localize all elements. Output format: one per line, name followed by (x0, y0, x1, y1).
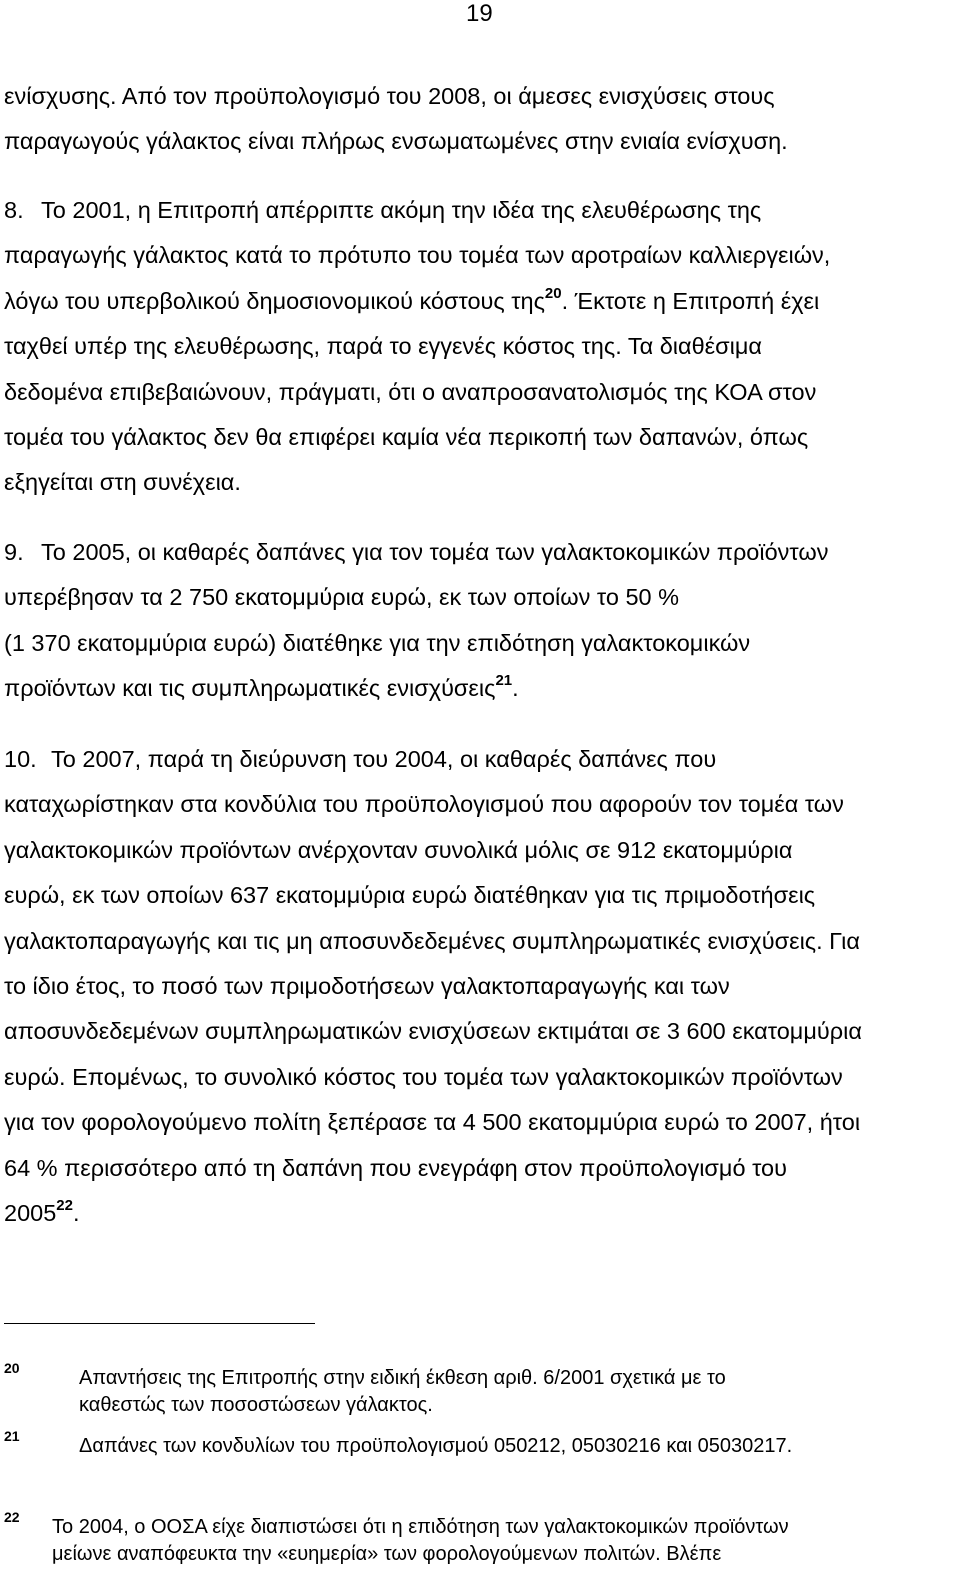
footnote-line: Το 2004, ο ΟΟΣΑ είχε διαπιστώσει ότι η επιδότηση των γαλακτοκομικών προϊόντων (52, 1516, 789, 1538)
text-line: αποσυνδεδεμένων συμπληρωματικών ενισχύσεων εκτιμάται σε 3 600 εκατομμύρια (4, 1018, 862, 1045)
line-text: λόγω του υπερβολικού δημοσιονομικού κόστους της (4, 287, 545, 314)
text-line: τομέα του γάλακτος δεν θα επιφέρει καμία νέα περικοπή των δαπανών, όπως (4, 423, 809, 450)
line-text: . (512, 675, 519, 702)
page-number: 19 (466, 0, 493, 27)
text-line: ευρώ, εκ των οποίων 637 εκατομμύρια ευρώ διατέθηκαν για τις πριμοδοτήσεις (4, 882, 816, 909)
footnote-line: καθεστώς των ποσοστώσεων γάλακτος. (79, 1394, 433, 1416)
text-line: δεδομένα επιβεβαιώνουν, πράγματι, ότι ο αναπροσανατολισμός της ΚΟΑ στον (4, 378, 817, 405)
text-line: γαλακτοκομικών προϊόντων ανέρχονταν συνολικά μόλις σε 912 εκατομμύρια (4, 836, 793, 863)
text-line (4, 188, 954, 233)
footnote-line: Απαντήσεις της Επιτροπής στην ειδική έκθεση αριθ. 6/2001 σχετικά με το (79, 1367, 726, 1389)
footnote-ref: 22 (56, 1197, 73, 1215)
text-line (4, 279, 954, 324)
paragraph-number: 10. (4, 746, 37, 772)
paragraph-9 (4, 530, 954, 712)
text-line (4, 737, 954, 782)
text-line: γαλακτοπαραγωγής και τις μη αποσυνδεδεμένες συμπληρωματικές ενισχύσεις. Για (4, 927, 860, 954)
footnote-ref: 21 (495, 672, 513, 690)
text-line: ενίσχυσης. Από τον προϋπολογισμό του 2008, οι άμεσες ενισχύσεις στους (4, 83, 775, 109)
continuation-paragraph (4, 74, 954, 165)
text-line (4, 666, 954, 711)
text-line: 64 % περισσότερο από τη δαπάνη που ενεγράφη στον προϋπολογισμό του (4, 1154, 787, 1181)
paragraph-10 (4, 737, 954, 1236)
text-line (4, 1191, 954, 1236)
paragraph-number: 9. (4, 539, 24, 565)
text-line: παραγωγούς γάλακτος είναι πλήρως ενσωματωμένες στην ενιαία ενίσχυση. (4, 128, 788, 155)
footnote-text (79, 1365, 726, 1419)
text-line: για τον φορολογούμενο πολίτη ξεπέρασε τα 4 500 εκατομμύρια ευρώ το 2007, ήτοι (4, 1109, 861, 1136)
footnote-marker: 22 (4, 1509, 20, 1525)
paragraph-8 (4, 188, 954, 506)
text-line: (1 370 εκατομμύρια ευρώ) διατέθηκε για την επιδότηση γαλακτοκομικών (4, 629, 751, 656)
text-line: παραγωγής γάλακτος κατά το πρότυπο του τομέα των αροτραίων καλλιεργειών, (4, 242, 831, 269)
text-line: το ίδιο έτος, το ποσό των πριμοδοτήσεων γαλακτοπαραγωγής και των (4, 972, 730, 999)
footnote-marker: 21 (4, 1428, 20, 1444)
text-line: υπερέβησαν τα 2 750 εκατομμύρια ευρώ, εκ των οποίων το 50 % (4, 584, 680, 611)
footnote-ref: 20 (544, 284, 562, 302)
line-text: 2005 (4, 1199, 57, 1226)
paragraph-number: 8. (4, 197, 24, 223)
line-text: . Έκτοτε η Επιτροπή έχει (561, 287, 820, 314)
text-line (4, 530, 954, 575)
line-text: . (72, 1199, 80, 1226)
text-line: ευρώ. Επομένως, το συνολικό κόστος του τομέα των γαλακτοκομικών προϊόντων (4, 1063, 843, 1090)
line-text: προϊόντων και τις συμπληρωματικές ενισχύσεις (4, 675, 496, 702)
footnote-line: Δαπάνες των κονδυλίων του προϋπολογισμού 050212, 05030216 και 05030217. (79, 1435, 793, 1457)
footnote-marker: 20 (4, 1360, 20, 1376)
footnote-separator (4, 1323, 315, 1324)
line-text: Το 2007, παρά τη διεύρυνση του 2004, οι καθαρές δαπάνες που (51, 746, 717, 772)
footnote-line: μείωνε αναπόφευκτα την «ευημερία» των φορολογούμενων πολιτών. Βλέπε (52, 1543, 722, 1565)
line-text: Το 2001, η Επιτροπή απέρριπτε ακόμη την ιδέα της ελευθέρωσης της (41, 197, 762, 223)
footnote-text (52, 1514, 789, 1568)
text-line: καταχωρίστηκαν στα κονδύλια του προϋπολογισμού που αφορούν τον τομέα των (4, 791, 844, 818)
text-line: εξηγείται στη συνέχεια. (4, 469, 241, 496)
line-text: Το 2005, οι καθαρές δαπάνες για τον τομέα των γαλακτοκομικών προϊόντων (41, 539, 829, 565)
footnote-text (79, 1433, 792, 1460)
text-line: ταχθεί υπέρ της ελευθέρωσης, παρά το εγγενές κόστος της. Τα διαθέσιμα (4, 333, 763, 360)
